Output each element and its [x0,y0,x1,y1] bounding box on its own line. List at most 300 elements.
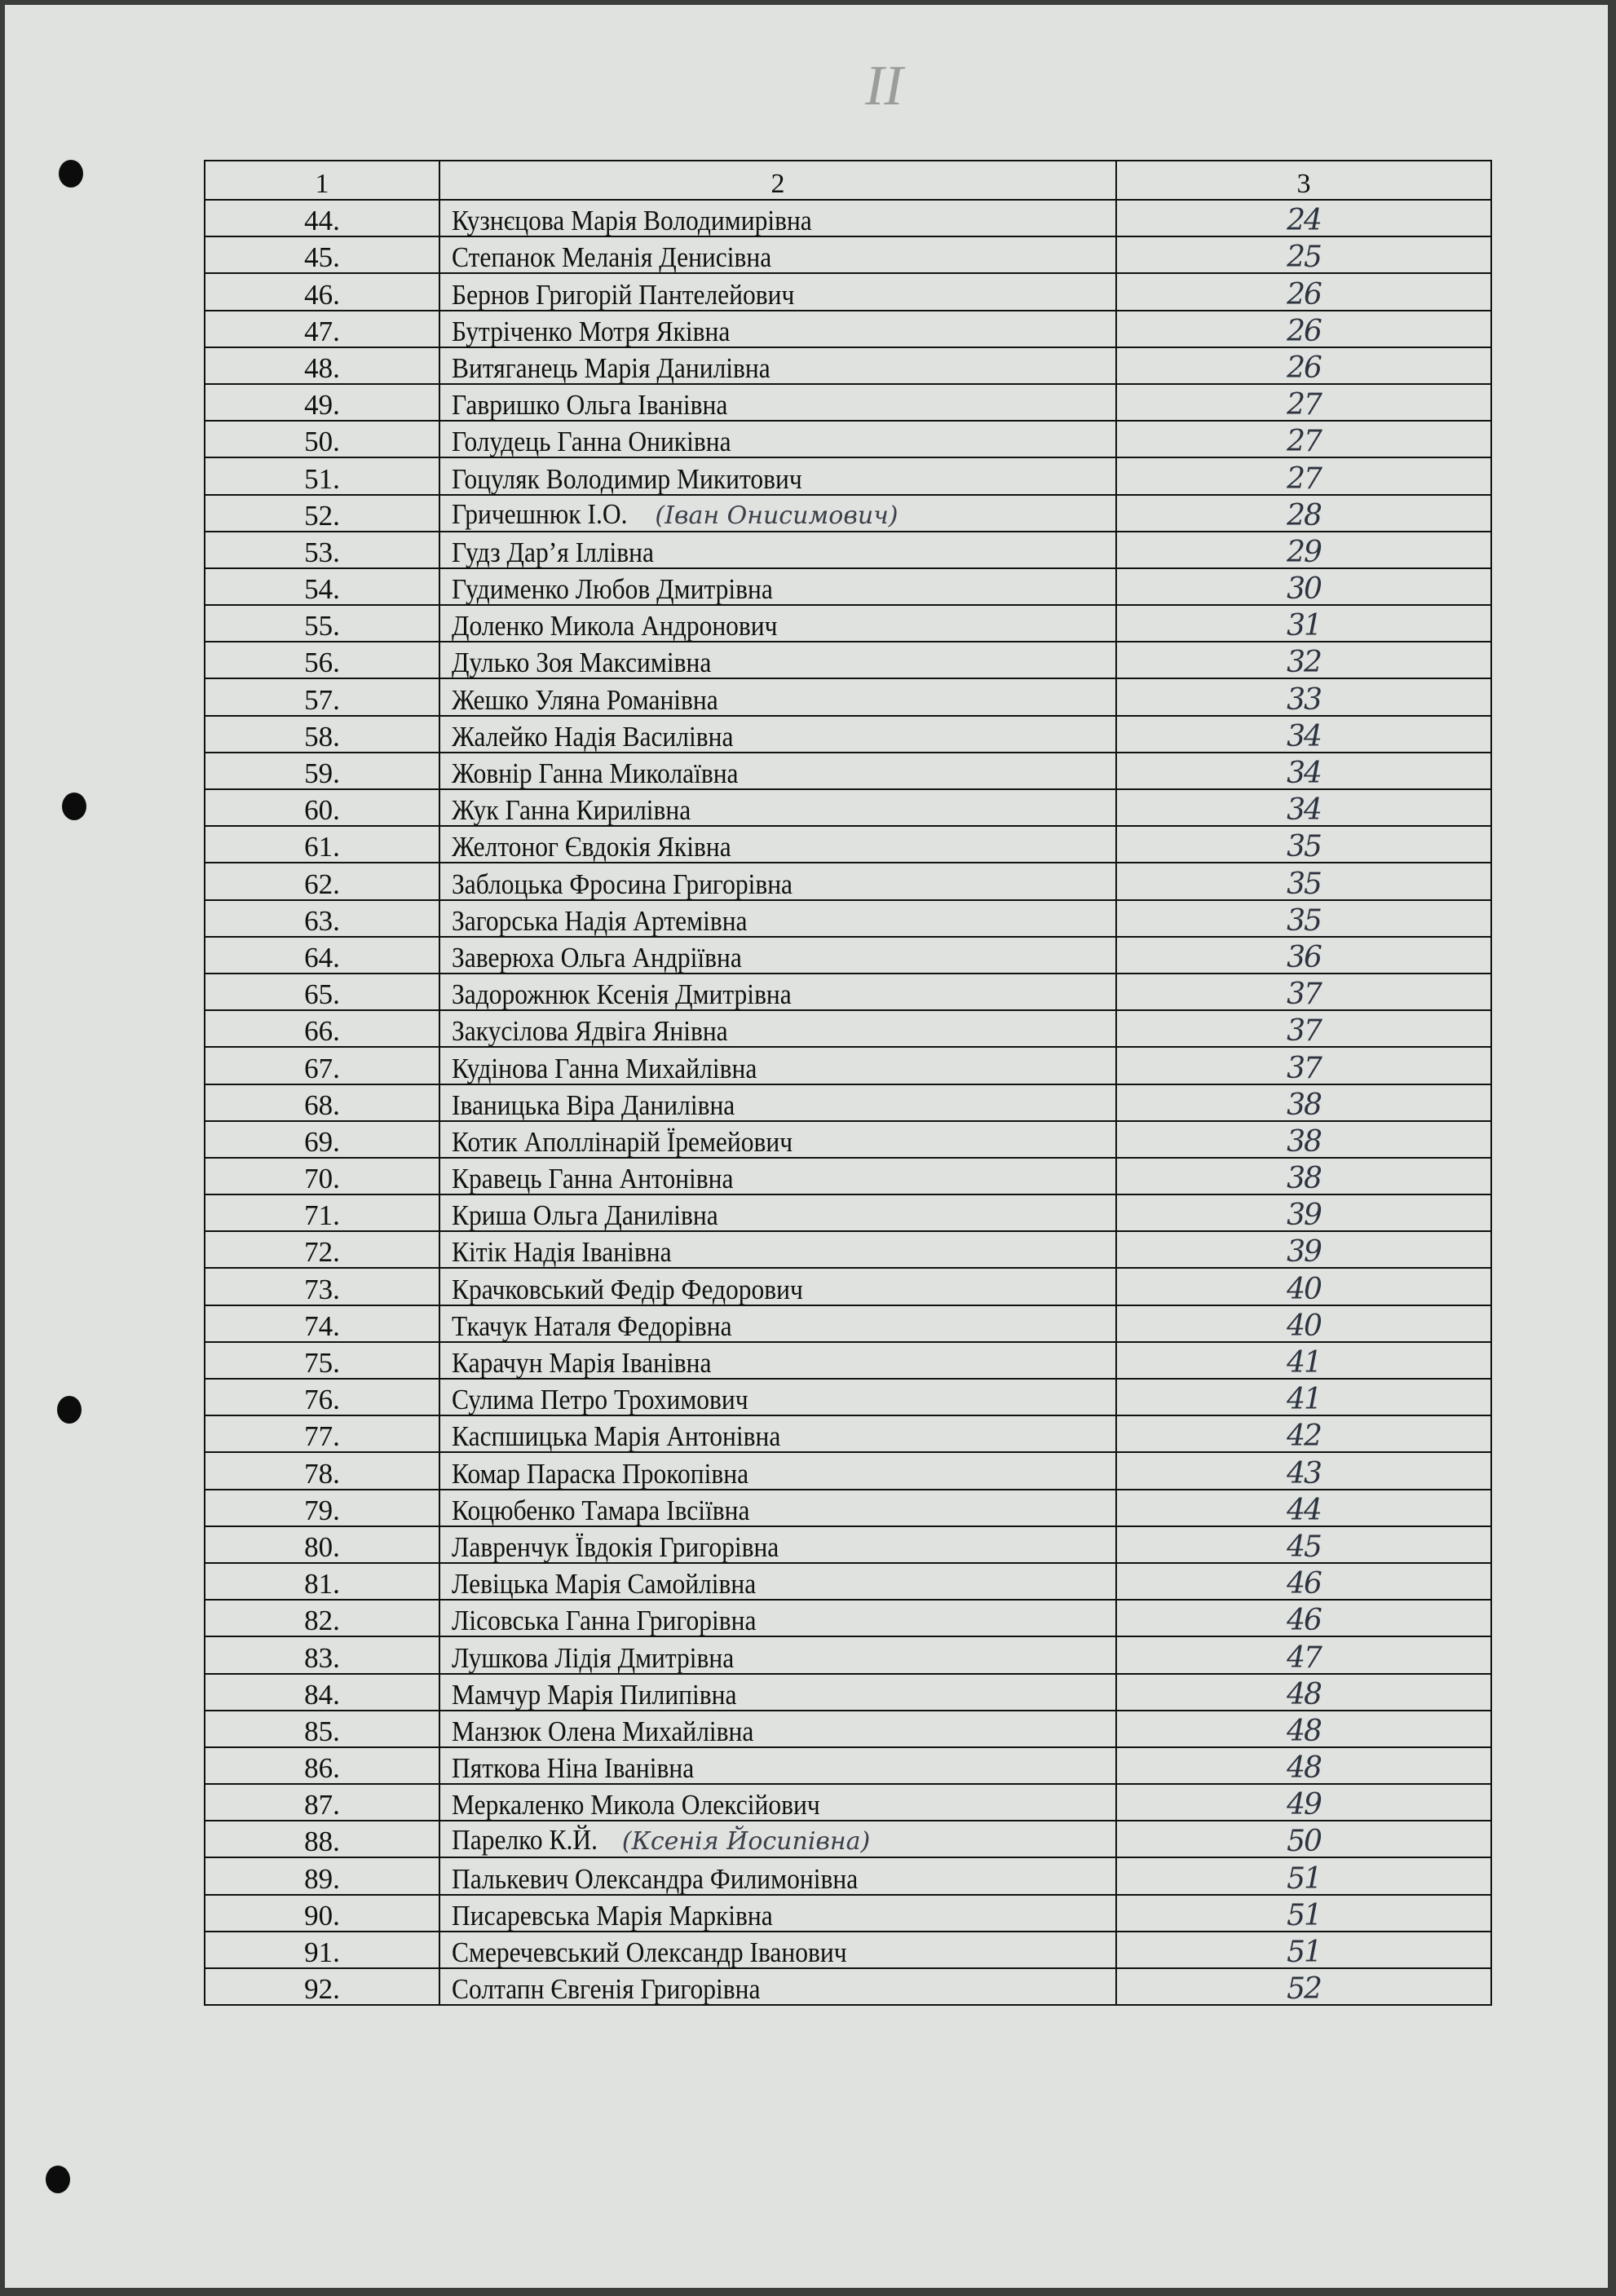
person-name: Загорська Надія Артемівна [452,904,748,937]
person-name: Пяткова Ніна Іванівна [452,1752,695,1785]
person-name-cell [439,1305,1116,1342]
header-row [205,161,1491,200]
handwritten-value [1116,900,1491,937]
person-name-cell [439,1194,1116,1231]
person-name: Витяганець Марія Данилівна [452,351,770,384]
handwritten-value [1116,1194,1491,1231]
person-name: Сулима Петро Трохимович [452,1384,748,1416]
person-name: Палькевич Олександра Филимонівна [452,1862,859,1895]
person-name-cell [439,1895,1116,1932]
person-name-cell [439,1415,1116,1452]
row-number: 91. [205,1932,439,1968]
row-number: 47. [205,311,439,347]
person-name-cell [439,1452,1116,1489]
table-row [205,1674,1491,1711]
row-number: 72. [205,1231,439,1268]
person-name: Каспшицька Марія Антонівна [452,1420,781,1453]
punch-hole [59,160,83,188]
handwritten-value [1116,1121,1491,1158]
row-number: 45. [205,236,439,273]
person-name-cell [439,311,1116,347]
row-number: 80. [205,1526,439,1563]
handwritten-number: 26 [1287,314,1321,348]
person-name: Кудінова Ганна Михайлівна [452,1052,757,1084]
handwritten-value [1116,753,1491,789]
handwritten-value [1116,384,1491,421]
person-name: Жовнір Ганна Миколаївна [452,757,739,789]
person-name: Солтапн Євгенія Григорівна [452,1973,761,2006]
row-number: 49. [205,384,439,421]
row-number: 70. [205,1158,439,1194]
handwritten-number: 48 [1287,1677,1321,1711]
handwritten-value [1116,1415,1491,1452]
person-name: Крачковський Федір Федорович [452,1273,803,1305]
table-row [205,1895,1491,1932]
table-row [205,1231,1491,1268]
handwritten-number: 34 [1287,757,1321,790]
handwritten-value [1116,678,1491,715]
person-name: Гоцуляк Володимир Микитович [452,462,802,495]
person-name-cell [439,1158,1116,1194]
handwritten-value [1116,974,1491,1010]
handwritten-number: 38 [1287,1162,1321,1196]
person-name-cell [439,937,1116,974]
handwritten-number: 27 [1287,461,1321,496]
row-number: 58. [205,716,439,753]
handwritten-number: 41 [1287,1346,1321,1380]
handwritten-value [1116,1895,1491,1932]
handwritten-value [1116,1857,1491,1894]
row-number: 73. [205,1268,439,1305]
table-row [205,789,1491,826]
person-name-cell [439,1526,1116,1563]
person-name-cell [439,1711,1116,1747]
person-name-cell [439,568,1116,605]
row-number: 53. [205,532,439,568]
person-name-cell [439,716,1116,753]
person-name: Іваницька Віра Данилівна [452,1088,735,1121]
handwritten-value [1116,716,1491,753]
handwritten-value [1116,1047,1491,1084]
handwritten-value [1116,1932,1491,1968]
person-name-cell [439,1047,1116,1084]
handwritten-number: 51 [1287,1898,1321,1932]
person-name-cell [439,1342,1116,1379]
person-name-cell [439,1084,1116,1121]
person-name-cell [439,421,1116,457]
person-name: Карачун Марія Іванівна [452,1347,712,1379]
table-row [205,863,1491,899]
person-name: Гавришко Ольга Іванівна [452,389,728,422]
handwritten-value [1116,236,1491,273]
handwritten-number: 51 [1287,1861,1321,1896]
person-name: Смеречевський Олександр Іванович [452,1936,847,1968]
handwritten-number: 45 [1287,1530,1321,1564]
handwritten-number: 38 [1287,1124,1321,1159]
table-row [205,1084,1491,1121]
handwritten-number: 29 [1287,535,1321,569]
row-number: 82. [205,1600,439,1636]
person-name-cell [439,495,1116,532]
handwritten-number: 48 [1287,1751,1321,1786]
person-name-cell [439,1231,1116,1268]
person-name: Меркаленко Микола Олексійович [452,1789,820,1821]
row-number: 79. [205,1490,439,1526]
handwritten-number: 31 [1287,609,1321,643]
table-row [205,937,1491,974]
row-number: 56. [205,642,439,678]
table-row [205,678,1491,715]
person-name: Желтоног Євдокія Яківна [452,831,731,863]
handwritten-value [1116,1563,1491,1600]
person-name-cell [439,1674,1116,1711]
table-row [205,1636,1491,1673]
table-row [205,1821,1491,1857]
handwritten-number: 38 [1287,1088,1321,1122]
handwritten-note: (Ксенія Йосипівна) [621,1827,871,1857]
person-name-cell [439,1932,1116,1968]
handwritten-value [1116,863,1491,899]
table-row [205,1600,1491,1636]
handwritten-value [1116,1231,1491,1268]
row-number: 76. [205,1379,439,1415]
row-number: 51. [205,457,439,494]
table-row [205,200,1491,236]
person-name-cell [439,678,1116,715]
person-name: Голудець Ганна Ониківна [452,426,731,458]
header-col-2: 2 [439,161,1116,200]
row-number: 81. [205,1563,439,1600]
handwritten-number: 35 [1287,830,1321,864]
person-name-cell [439,1600,1116,1636]
table-row [205,236,1491,273]
table-row [205,1194,1491,1231]
handwritten-number: 39 [1287,1199,1321,1233]
person-name: Гудименко Любов Дмитрівна [452,573,773,606]
row-number: 68. [205,1084,439,1121]
person-name-cell [439,1010,1116,1047]
person-name: Коцюбенко Тамара Івсіївна [452,1494,750,1526]
handwritten-number: 36 [1287,940,1321,974]
row-number: 78. [205,1452,439,1489]
table-row [205,347,1491,384]
handwritten-number: 40 [1287,1272,1321,1306]
person-name: Бутріченко Мотря Яківна [452,315,731,347]
handwritten-value [1116,1158,1491,1194]
person-name: Кітік Надія Іванівна [452,1236,672,1269]
table-row [205,1968,1491,2005]
row-number: 90. [205,1895,439,1932]
handwritten-number: 35 [1287,867,1321,901]
row-number: 65. [205,974,439,1010]
row-number: 50. [205,421,439,457]
table-row [205,1047,1491,1084]
person-name-cell [439,1747,1116,1784]
row-number: 87. [205,1784,439,1821]
row-number: 59. [205,753,439,789]
handwritten-value [1116,1526,1491,1563]
person-name-cell [439,789,1116,826]
handwritten-number: 39 [1287,1235,1321,1269]
handwritten-value [1116,1305,1491,1342]
row-number: 46. [205,273,439,310]
row-number: 89. [205,1857,439,1894]
person-name-cell [439,863,1116,899]
person-name: Парелко К.Й. [452,1824,598,1857]
row-number: 44. [205,200,439,236]
person-name: Жук Ганна Кирилівна [452,794,691,827]
person-name: Ткачук Наталя Федорівна [452,1309,732,1342]
person-name: Лісовська Ганна Григорівна [452,1605,757,1637]
handwritten-number: 26 [1287,277,1321,311]
handwritten-number: 40 [1287,1309,1321,1343]
handwritten-value [1116,457,1491,494]
handwritten-number: 48 [1287,1714,1321,1748]
handwritten-number: 25 [1287,241,1321,275]
handwritten-value [1116,1784,1491,1821]
table-row [205,532,1491,568]
handwritten-number: 28 [1287,498,1321,532]
row-number: 48. [205,347,439,384]
person-name-cell [439,1490,1116,1526]
handwritten-number: 24 [1287,204,1321,238]
punch-hole [57,1396,82,1424]
handwritten-number: 37 [1287,1014,1321,1049]
handwritten-value [1116,1711,1491,1747]
table-row [205,1452,1491,1489]
handwritten-value [1116,1010,1491,1047]
table-row [205,900,1491,937]
handwritten-value [1116,495,1491,532]
handwritten-number: 30 [1287,572,1321,607]
person-name-cell [439,753,1116,789]
table-row [205,974,1491,1010]
name-list-table [204,160,1492,2006]
handwritten-value [1116,826,1491,863]
row-number: 57. [205,678,439,715]
handwritten-number: 34 [1287,719,1321,753]
handwritten-value [1116,200,1491,236]
row-number: 66. [205,1010,439,1047]
row-number: 86. [205,1747,439,1784]
handwritten-number: 32 [1287,646,1321,680]
person-name: Задорожнюк Ксенія Дмитрівна [452,978,792,1011]
person-name-cell [439,1968,1116,2005]
person-name: Мамчур Марія Пилипівна [452,1678,737,1711]
handwritten-value [1116,1821,1491,1857]
handwritten-number: 37 [1287,978,1321,1012]
handwritten-number: 50 [1287,1825,1321,1859]
table-row [205,421,1491,457]
table-row [205,1784,1491,1821]
table-row [205,605,1491,642]
table-row [205,1415,1491,1452]
row-number: 77. [205,1415,439,1452]
handwritten-number: 52 [1287,1972,1321,2007]
person-name: Манзюк Олена Михайлівна [452,1715,754,1747]
row-number: 64. [205,937,439,974]
handwritten-number: 35 [1287,903,1321,938]
handwritten-number: 33 [1287,682,1321,717]
person-name-cell [439,900,1116,937]
person-name-cell [439,605,1116,642]
table-row [205,568,1491,605]
person-name-cell [439,1563,1116,1600]
person-name: Лавренчук Ївдокія Григорівна [452,1530,779,1563]
handwritten-value [1116,937,1491,974]
header-col-1: 1 [205,161,439,200]
row-number: 55. [205,605,439,642]
table-row [205,826,1491,863]
handwritten-note: (Іван Онисимович) [655,501,899,530]
table-row [205,1121,1491,1158]
table-row [205,1268,1491,1305]
table-row [205,1747,1491,1784]
person-name: Писаревська Марія Марківна [452,1899,773,1932]
punch-hole [62,793,86,820]
handwritten-value [1116,568,1491,605]
handwritten-value [1116,421,1491,457]
handwritten-number: 44 [1287,1493,1321,1527]
handwritten-value [1116,1674,1491,1711]
handwritten-number: 26 [1287,351,1321,385]
person-name-cell [439,974,1116,1010]
handwritten-value [1116,1968,1491,2005]
handwritten-number: 51 [1287,1936,1321,1969]
table-row [205,273,1491,310]
table-row [205,642,1491,678]
row-number: 74. [205,1305,439,1342]
person-name-cell [439,1379,1116,1415]
table-row [205,495,1491,532]
person-name: Кузнєцова Марія Володимирівна [452,205,812,237]
row-number: 84. [205,1674,439,1711]
row-number: 88. [205,1821,439,1857]
person-name: Закусілова Ядвіга Янівна [452,1015,728,1048]
row-number: 69. [205,1121,439,1158]
row-number: 67. [205,1047,439,1084]
handwritten-value [1116,642,1491,678]
handwritten-value [1116,789,1491,826]
person-name: Дулько Зоя Максимівна [452,647,712,679]
table-row [205,1342,1491,1379]
row-number: 61. [205,826,439,863]
person-name: Заверюха Ольга Андріївна [452,941,742,974]
person-name-cell [439,384,1116,421]
handwritten-value [1116,605,1491,642]
handwritten-number: 46 [1287,1567,1321,1601]
person-name-cell [439,1784,1116,1821]
header-col-3: 3 [1116,161,1491,200]
row-number: 62. [205,863,439,899]
table-row [205,1490,1491,1526]
person-name: Заблоцька Фросина Григорівна [452,868,793,900]
row-number: 60. [205,789,439,826]
row-number: 54. [205,568,439,605]
person-name: Криша Ольга Данилівна [452,1199,718,1232]
handwritten-value [1116,1342,1491,1379]
table-row [205,1158,1491,1194]
person-name-cell [439,1821,1116,1857]
handwritten-number: 46 [1287,1604,1321,1638]
person-name-cell [439,273,1116,310]
person-name-cell [439,1857,1116,1894]
person-name-cell [439,642,1116,678]
person-name: Кравець Ганна Антонівна [452,1163,734,1195]
handwritten-value [1116,1084,1491,1121]
handwritten-value [1116,1490,1491,1526]
handwritten-value [1116,347,1491,384]
person-name: Доленко Микола Андронович [452,610,778,642]
table-row [205,1305,1491,1342]
handwritten-value [1116,311,1491,347]
handwritten-value [1116,1452,1491,1489]
person-name-cell [439,532,1116,568]
page-mark: II [865,55,903,117]
person-name: Комар Параска Прокопівна [452,1457,749,1490]
person-name: Бернов Григорій Пантелейович [452,278,795,311]
row-number: 63. [205,900,439,937]
table-row [205,1857,1491,1894]
person-name: Жалейко Надія Василівна [452,720,734,753]
table-row [205,1526,1491,1563]
person-name-cell [439,347,1116,384]
punch-hole [46,2166,70,2193]
handwritten-number: 41 [1287,1383,1321,1417]
table-row [205,311,1491,347]
handwritten-number: 43 [1287,1456,1321,1490]
row-number: 85. [205,1711,439,1747]
person-name-cell [439,826,1116,863]
handwritten-value [1116,1379,1491,1415]
handwritten-value [1116,273,1491,310]
handwritten-number: 27 [1287,425,1321,459]
person-name-cell [439,236,1116,273]
handwritten-value [1116,532,1491,568]
person-name: Гудз Дар’я Іллівна [452,536,654,568]
person-name: Лушкова Лідія Дмитрівна [452,1641,735,1674]
table-row [205,1932,1491,1968]
handwritten-value [1116,1268,1491,1305]
row-number: 83. [205,1636,439,1673]
handwritten-number: 37 [1287,1051,1321,1085]
person-name-cell [439,1636,1116,1673]
person-name-cell [439,457,1116,494]
table-row [205,1379,1491,1415]
table-row [205,716,1491,753]
table-row [205,1010,1491,1047]
table-row [205,1563,1491,1600]
handwritten-number: 47 [1287,1640,1321,1675]
person-name-cell [439,200,1116,236]
person-name: Котик Аполлінарій Їремейович [452,1125,793,1158]
table-row [205,457,1491,494]
row-number: 92. [205,1968,439,2005]
table-row [205,384,1491,421]
handwritten-number: 27 [1287,388,1321,422]
person-name: Гричешнюк І.О. [452,497,628,530]
table-row [205,753,1491,789]
handwritten-number: 34 [1287,793,1321,828]
row-number: 52. [205,495,439,532]
row-number: 75. [205,1342,439,1379]
handwritten-value [1116,1600,1491,1636]
handwritten-value [1116,1636,1491,1673]
handwritten-number: 42 [1287,1420,1321,1454]
person-name: Жешко Уляна Романівна [452,683,718,716]
person-name: Левіцька Марія Самойлівна [452,1568,757,1601]
handwritten-number: 49 [1287,1788,1321,1822]
